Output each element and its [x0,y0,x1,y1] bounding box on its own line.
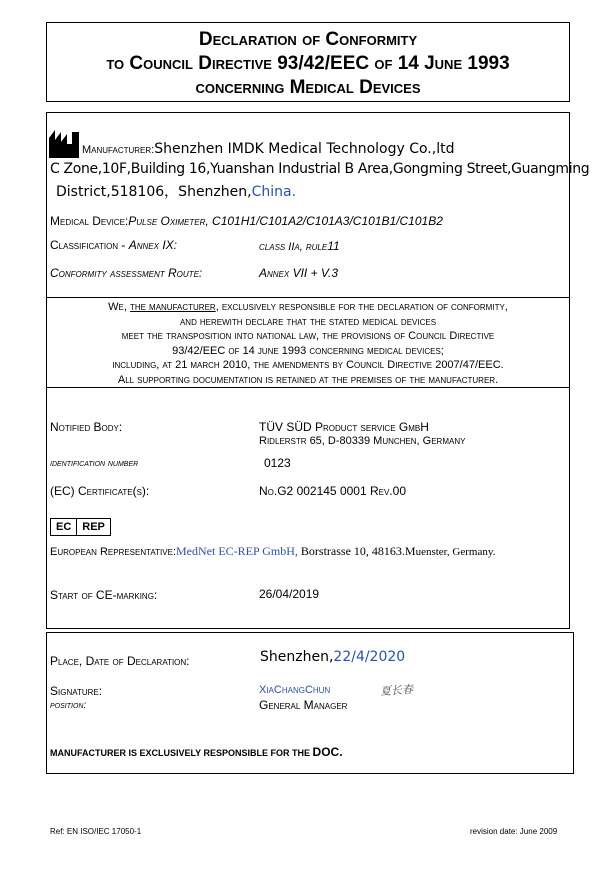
ec-rep-name: MedNet EC-REP GmbH, [176,544,298,558]
manufacturer-icon [49,130,79,158]
classification-label: Classification - [50,238,129,252]
handwritten-signature: 夏长春 [379,682,414,699]
ce-marking-label: Start of CE-marking: [50,588,158,602]
device-value: Pulse Oximeter, C101H1/C101A2/C101A3/C101B1/C101B2 [128,214,443,228]
ec-rep-address-b: uenster, Germany. [415,546,496,558]
notified-body-address: Ridlerstr 65, D-80339 Munchen, Germany [259,435,466,447]
declaration-line-2: and herewith declare that the stated medical devices [179,315,437,328]
declaration-divider-top [46,297,570,298]
place-date: 22/4/2020 [333,649,406,665]
position-label: position: [50,700,87,711]
manufacturer-row [82,140,454,158]
manufacturer-address-1: C Zone,10F,Building 16,Yuanshan Industrial B Area,Gongming Street,Guangming [50,161,590,177]
ec-rep-badge-right: REP [82,521,105,533]
manufacturer-country: China. [251,184,297,200]
place-date-row [260,649,405,665]
footer-ref: Ref: EN ISO/IEC 17050-1 [50,827,142,836]
title-box [46,22,570,102]
ec-rep-address-a: Borstrasse 10, 48163.M [297,544,416,558]
route-value: Annex VII + V.3 [259,266,339,280]
classification-rule: 11 [327,239,340,253]
title-line-1: Declaration of Conformity [198,29,418,50]
declaration-manufacturer-underlined: the manufacturer [129,301,216,313]
position-value: General Manager [259,698,348,712]
manufacturer-address-2: District,518106，Shenzhen, [56,184,252,200]
manufacturer-label: Manufacturer: [82,144,155,156]
route-label: Conformity assessment Route: [50,266,203,280]
certificate-label: (EC) Certificate(s): [50,484,150,498]
place-date-label: Place, Date of Declaration: [50,654,190,668]
signature-label: Signature: [50,684,103,698]
responsibility-doc: DOC [312,745,340,759]
device-row [50,214,443,228]
manufacturer-address-2-row [56,181,296,201]
responsibility-period: . [339,745,343,759]
ec-rep-label: European Representative: [50,546,177,558]
declaration-line-6: All supporting documentation is retained at the premises of the manufacturer. [117,373,499,386]
responsibility-statement [50,743,343,761]
device-label: Medical Device: [50,214,129,228]
declaration-divider-bottom [46,387,570,388]
classification-class: class IIa, rule [259,241,328,253]
manufacturer-name: Shenzhen IMDK Medical Technology Co.,ltd [154,141,455,157]
responsibility-text-a: MANUFACTURER IS EXCLUSIVELY RESPONSIBLE FOR THE [50,748,313,758]
notified-body-name: TÜV SÜD Product service GmbH [259,420,429,434]
title-line-3: concerning Medical Devices [195,77,421,98]
notified-body-label: Notified Body: [50,420,123,434]
declaration-line-4: 93/42/EEC of 14 june 1993 concerning medical devices; [172,344,444,357]
ec-rep-badge-left: EC [51,519,77,535]
certificate-value: No.G2 002145 0001 Rev.00 [259,484,406,498]
place-city: Shenzhen, [260,649,334,665]
classification-value-row [259,239,340,253]
signature-name: XiaChangChun [259,684,331,696]
declaration-line-3: meet the transposition into national law, the provisions of Council Directive [121,330,495,342]
declaration-line-1: We, the manufacturer, exclusively responsible for the declaration of conformity, [108,301,508,313]
declaration-line-5: including, at 21 march 2010, the amendments by Council Directive 2007/47/EEC. [112,359,504,371]
identification-label: identification number [50,458,139,469]
classification-annex: Annex IX: [128,238,177,252]
title-line-2: to Council Directive 93/42/EEC of 14 June 1993 [106,53,510,74]
classification-label-row [50,238,177,252]
identification-value: 0123 [264,456,291,470]
footer-revision: revision date: June 2009 [470,827,558,836]
ec-rep-row [50,542,495,560]
declaration-block [46,300,570,387]
ce-marking-value: 26/04/2019 [259,587,320,601]
ec-rep-badge [50,518,111,536]
